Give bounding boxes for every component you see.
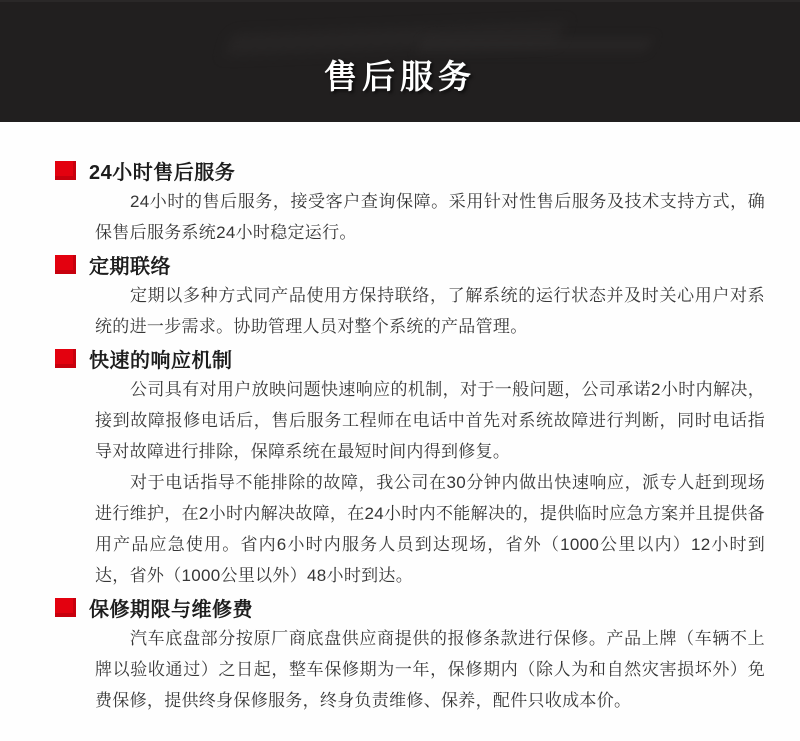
watermark-smudge (417, 38, 652, 52)
paragraph: 24小时的售后服务，接受客户查询保障。采用针对性售后服务及技术支持方式，确保售后服务系统24小时稳定运行。 (95, 192, 765, 242)
section-heading-row (55, 248, 765, 280)
paragraph: 定期以多种方式同产品使用方保持联络，了解系统的运行状态并及时关心用户对系统的进一步需求。协助管理人员对整个系统的产品管理。 (95, 286, 765, 336)
red-square-bullet-icon (55, 598, 76, 617)
paragraph: 公司具有对用户放映问题快速响应的机制，对于一般问题，公司承诺2小时内解决，接到故障报修电话后，售后服务工程师在电话中首先对系统故障进行判断，同时电话指导对故障进行排除，保障系统在最短时间内得到修复。 (95, 380, 765, 461)
section-heading-row (55, 342, 765, 374)
red-square-bullet-icon (55, 349, 76, 368)
section-fast-response (55, 342, 765, 591)
red-square-bullet-icon (55, 255, 76, 274)
page-title: 售后服务 (324, 57, 476, 95)
section-heading-row (55, 154, 765, 186)
section-body (95, 374, 765, 591)
section-warranty (55, 591, 765, 716)
section-body (95, 280, 765, 342)
section-heading: 24小时售后服务 (89, 161, 236, 184)
section-heading: 快速的响应机制 (89, 349, 233, 372)
paragraph: 汽车底盘部分按原厂商底盘供应商提供的报修条款进行保修。产品上牌（车辆不上牌以验收通过）之日起，整车保修期为一年，保修期内（除人为和自然灾害损坏外）免费保修，提供终身保修服务，终身负责维修、保养，配件只收成本价。 (95, 629, 765, 710)
section-heading-row (55, 591, 765, 623)
paragraph: 对于电话指导不能排除的故障，我公司在30分钟内做出快速响应，派专人赶到现场进行维护，在2小时内解决故障，在24小时内不能解决的，提供临时应急方案并且提供备用产品应急使用。省内6小时内服务人员到达现场，省外（1000公里以内）12小时到达，省外（1000公里以外）48小时到达。 (95, 473, 765, 585)
section-regular-contact (55, 248, 765, 342)
section-24h-service (55, 154, 765, 248)
section-body (95, 623, 765, 716)
section-heading: 定期联络 (89, 255, 171, 278)
section-heading: 保修期限与维修费 (89, 598, 253, 621)
title-banner (0, 0, 800, 122)
content-area (0, 122, 800, 716)
red-square-bullet-icon (55, 161, 76, 180)
section-body (95, 186, 765, 248)
